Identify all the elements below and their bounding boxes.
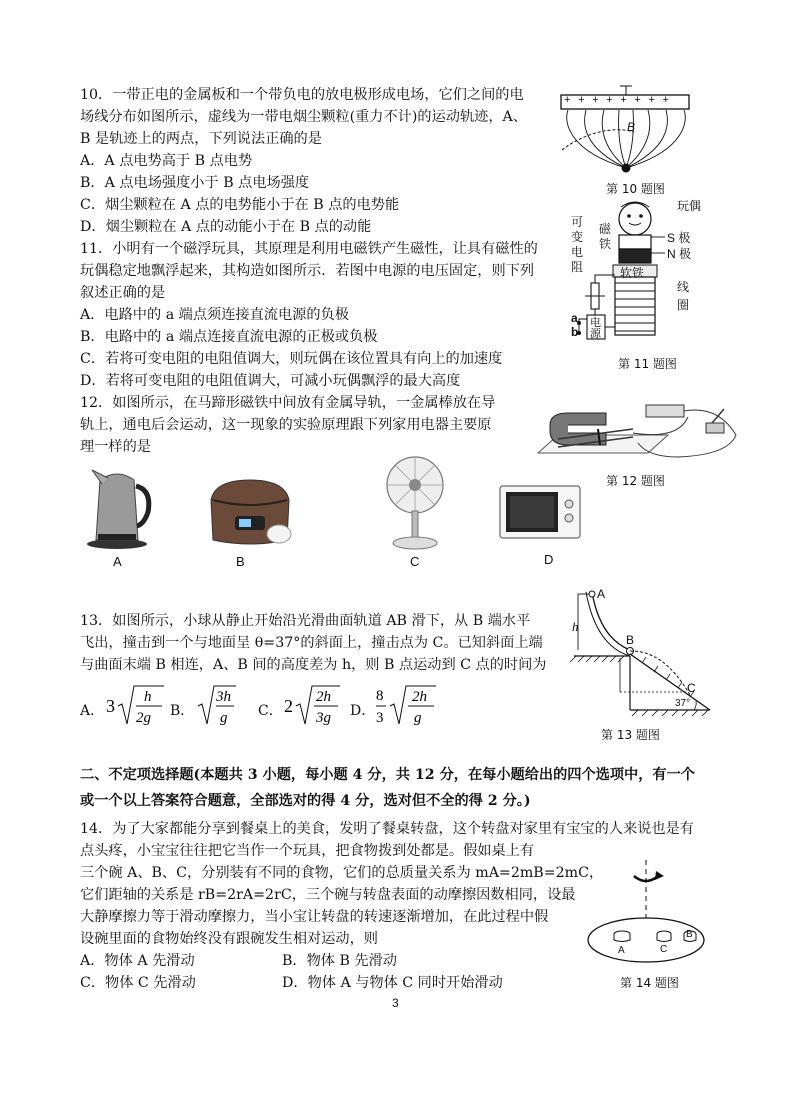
q12-experiment-diagram [528, 395, 743, 465]
q11-doll-label: 玩偶 [677, 199, 702, 213]
q13-height-label: h [572, 619, 579, 634]
svg-text:2g: 2g [136, 710, 151, 726]
q13-point-c-label: C [687, 681, 696, 695]
q10-option-d: D．烟尘颗粒在 A 点的动能小于在 B 点的动能 [80, 219, 372, 235]
q14-turntable-diagram [582, 858, 712, 963]
page-number: 3 [392, 996, 399, 1010]
microwave-oven-icon [498, 482, 583, 542]
q13-caption: 第 13 题图 [601, 728, 660, 742]
svg-text:3h: 3h [216, 689, 231, 705]
q11-s-pole-label: S 极 [667, 231, 691, 245]
q14-option-a: A．物体 A 先滑动 [80, 953, 195, 969]
q11-caption: 第 11 题图 [618, 357, 677, 371]
q14-stem-line3: 三个碗 A、B、C，分别装有不同的食物，它们的总质量关系为 mA=2mB=2mC， [80, 865, 604, 881]
svg-text:3g: 3g [316, 710, 331, 726]
q11-stem-line1: 11．小明有一个磁浮玩具，其原理是利用电磁铁产生磁性，让具有磁性的 [80, 241, 538, 257]
q12-stem-line3: 理一样的是 [80, 439, 151, 455]
q14-stem-line5: 大静摩擦力等于滑动摩擦力，当小宝让转盘的转速逐渐增加，在此过程中假 [80, 909, 549, 925]
q11-coil-label: 线圈 [677, 280, 690, 312]
q14-stem-line2: 点头疼，小宝宝往往把它当作一个玩具，把食物拨到处都是。假如桌上有 [80, 843, 535, 859]
q12-caption: 第 12 题图 [606, 474, 665, 488]
q10-option-a: A．A 点电势高于 B 点电势 [80, 153, 253, 169]
q11-option-b: B．电路中的 a 端点连接直流电源的正极或负极 [80, 329, 378, 345]
q13-stem-line1: 13．如图所示，小球从静止开始沿光滑曲面轨道 AB 滑下，从 B 端水平 [80, 613, 531, 629]
q11-stem-line2: 玩偶稳定地飘浮起来，其构造如图所示．若图中电源的电压固定，则下列 [80, 263, 535, 279]
q13-option-a-label: A． [80, 703, 105, 719]
q11-magnet-label: 磁铁 [599, 222, 612, 251]
q12-option-a-label: A [113, 554, 122, 569]
svg-text:3: 3 [376, 710, 384, 726]
q12-option-d-label: D [544, 552, 554, 567]
q11-option-c: C．若将可变电阻的电阻值调大，则玩偶在该位置具有向上的加速度 [80, 351, 503, 367]
q10-point-b-label: B [627, 120, 636, 134]
q11-terminal-b-label: b [571, 325, 579, 339]
q13-angle-label: 37° [675, 698, 691, 709]
q12-stem-line1: 12．如图所示，在马蹄形磁铁中间放有金属导轨，一金属棒放在导 [80, 395, 496, 411]
q10-stem-line2: 场线分布如图所示，虚线为一带电烟尘颗粒(重力不计)的运动轨迹，A、 [80, 109, 527, 125]
q14-bowl-b-label: B [686, 929, 693, 940]
section2-header-line2: 或一个以上答案符合题意，全部选对的得 4 分，选对但不全的得 2 分。) [80, 793, 531, 809]
q10-plate-charges: + + + + + + + + [564, 94, 672, 106]
q11-variable-resistor-label: 可变电阻 [571, 215, 584, 274]
q12-option-c-label: C [410, 554, 420, 569]
q13-stem-line3: 与曲面末端 B 相连，A、B 间的高度差为 h，则 B 点运动到 C 点的时间为 [80, 657, 547, 673]
q13-option-c-label: C． [258, 703, 283, 719]
q14-stem-line6: 设碗里面的食物始终没有跟碗发生相对运动，则 [80, 931, 378, 947]
q13-option-b-label: B． [170, 703, 195, 719]
q14-caption: 第 14 题图 [620, 976, 679, 990]
q11-option-d: D．若将可变电阻的电阻值调大，可减小玩偶飘浮的最大高度 [80, 373, 461, 389]
q13-point-b-label: B [626, 633, 635, 647]
svg-text:3: 3 [106, 696, 115, 716]
svg-text:g: g [414, 710, 422, 726]
q12-stem-line2: 轨上，通电后会运动，这一现象的实验原理跟下列家用电器主要原 [80, 417, 492, 433]
q14-bowl-a-label: A [618, 945, 625, 956]
q11-power-source-label: 电源 [590, 317, 601, 340]
q14-stem-line1: 14．为了大家都能分享到餐桌上的美食，发明了餐桌转盘，这个转盘对家里有宝宝的人来说也是有 [80, 821, 694, 837]
rice-cooker-icon [205, 470, 295, 550]
q13-point-a-label: A [597, 587, 606, 601]
q10-option-c: C．烟尘颗粒在 A 点的电势能小于在 B 点的电势能 [80, 197, 400, 213]
q13-stem-line2: 飞出，撞击到一个与地面呈 θ=37°的斜面上，撞击点为 C。已知斜面上端 [80, 635, 543, 651]
q11-terminal-a-label: a [571, 311, 578, 325]
q13-option-d-formula [376, 684, 446, 728]
q14-option-d: D．物体 A 与物体 C 同时开始滑动 [282, 975, 503, 991]
svg-text:2: 2 [284, 696, 293, 716]
q14-stem-line4: 它们距轴的关系是 rB=2rA=2rC，三个碗与转盘表面的动摩擦因数相同，设最 [80, 887, 576, 903]
svg-text:2h: 2h [316, 689, 331, 705]
q11-soft-iron-label: 软铁 [620, 266, 645, 280]
q10-stem-line3: B 是轨迹上的两点，下列说法正确的是 [80, 131, 322, 147]
q10-stem-line1: 10．一带正电的金属板和一个带负电的放电极形成电场，它们之间的电 [80, 87, 524, 103]
q14-option-b: B．物体 B 先滑动 [282, 953, 397, 969]
svg-text:2h: 2h [412, 689, 427, 705]
q13-track-diagram [564, 588, 714, 718]
svg-text:g: g [220, 710, 228, 726]
section2-header-line1: 二、不定项选择题(本题共 3 小题，每小题 4 分，共 12 分，在每小题给出的四个选项中，有一个 [80, 767, 695, 783]
q11-stem-line3: 叙述正确的是 [80, 285, 166, 301]
q10-option-b: B．A 点电场强度小于 B 点电场强度 [80, 175, 310, 191]
kettle-icon [82, 460, 152, 550]
q13-option-c-formula [284, 684, 344, 728]
electric-fan-icon [380, 453, 450, 553]
svg-text:8: 8 [376, 688, 384, 704]
q10-caption: 第 10 题图 [606, 182, 665, 196]
q14-bowl-c-label: C [660, 944, 668, 955]
q12-option-b-label: B [236, 554, 245, 569]
q13-option-d-label: D． [350, 703, 376, 719]
q14-option-c: C．物体 C 先滑动 [80, 975, 196, 991]
q13-option-b-formula [196, 684, 246, 728]
q13-option-a-formula [106, 684, 166, 728]
svg-text:h: h [144, 689, 152, 705]
q11-option-a: A．电路中的 a 端点须连接直流电源的负极 [80, 307, 349, 323]
q11-n-pole-label: N 极 [667, 247, 692, 261]
